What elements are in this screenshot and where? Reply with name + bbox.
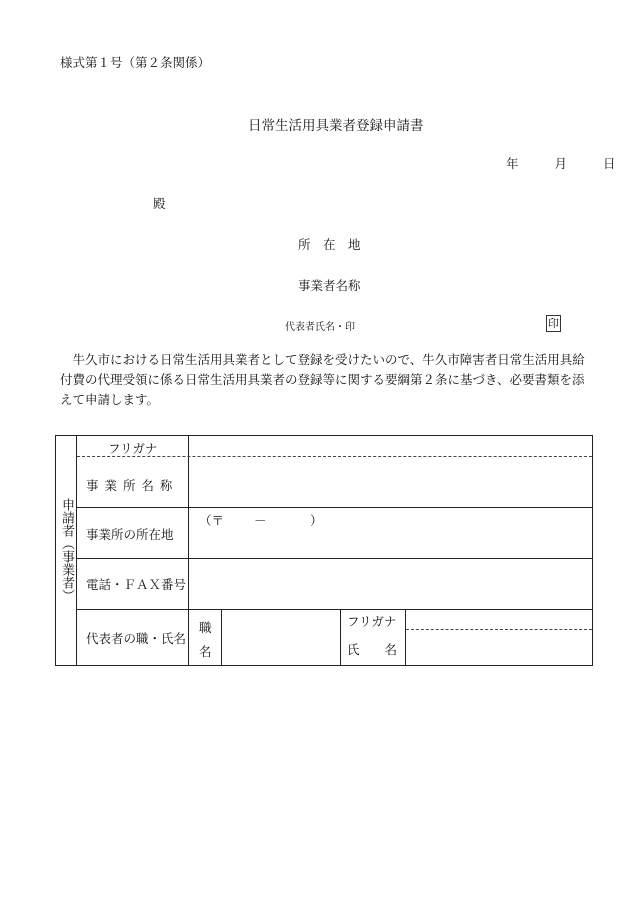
phone-fax-label: 電話・ＦＡＸ番号	[86, 577, 187, 592]
business-name-label: 事業者名称	[298, 278, 361, 293]
representative-name-label: 代表者氏名・印	[285, 322, 355, 333]
application-statement: 牛久市における日常生活用具業者として登録を受けたいので、牛久市障害者日常生活用具給付費の代理受領に係る日常生活用具業者の登録等に関する要綱第２条に基づき、必要書類を添えて申請します。	[60, 352, 585, 407]
postal-close: ）	[310, 513, 323, 528]
document-title: 日常生活用具業者登録申請書	[248, 118, 424, 134]
date-month-label: 月	[554, 156, 567, 171]
postal-dash: －	[254, 513, 267, 528]
recipient-suffix: 殿	[153, 196, 166, 211]
position-label-1: 職	[199, 620, 212, 635]
date-day-label: 日	[602, 156, 616, 171]
rep-furigana-label: フリガナ	[347, 614, 397, 629]
form-number: 様式第１号（第２条関係）	[60, 55, 211, 70]
application-table	[55, 435, 593, 666]
date-line	[506, 154, 615, 172]
seal-mark: 印	[548, 317, 559, 330]
date-year-label: 年	[506, 156, 519, 171]
rep-title-name-label: 代表者の職・氏名	[86, 631, 187, 646]
office-name-label: 事 業 所 名 称	[86, 478, 174, 493]
applicant-side-label: 申請者（事業者）	[59, 498, 74, 602]
applicant-address-label: 所 在 地	[298, 237, 361, 252]
position-label-2: 名	[199, 644, 212, 659]
rep-name-label: 氏 名	[347, 642, 398, 657]
postal-prefix: （〒	[199, 513, 225, 528]
office-address-label: 事業所の所在地	[86, 527, 174, 542]
furigana-label: フリガナ	[108, 441, 158, 456]
